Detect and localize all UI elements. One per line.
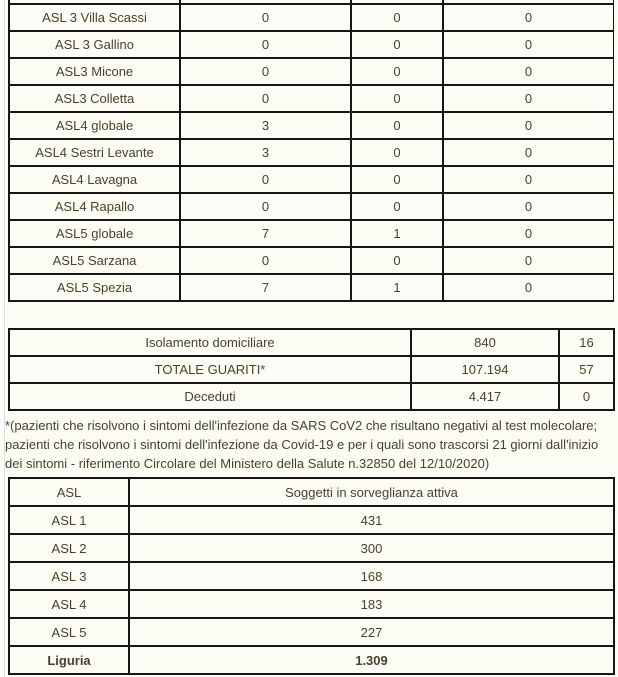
table-row — [9, 166, 614, 193]
value-cell: 0 — [351, 139, 443, 166]
summary-label-cell: Deceduti — [9, 383, 411, 410]
value-cell: 1 — [351, 274, 443, 301]
summary-table — [8, 328, 615, 411]
value-cell: 0 — [351, 85, 443, 112]
asl-label-cell: ASL4 Sestri Levante — [9, 139, 180, 166]
value-cell: 0 — [443, 274, 614, 301]
region-label-cell: Liguria — [9, 646, 129, 674]
asl-label-cell: ASL5 Spezia — [9, 274, 180, 301]
table-row — [9, 383, 614, 410]
table-row — [9, 139, 614, 166]
value-cell: 0 — [180, 85, 351, 112]
value-cell: 0 — [443, 166, 614, 193]
table-row — [9, 506, 614, 534]
value-cell: 0 — [443, 139, 614, 166]
guariti-footnote: *(pazienti che risolvono i sintomi dell'infezione da SARS CoV2 che risultano negativi al test molecolare; pazienti che risolvono i sintomi dell'infezione da Covid-19 e per i quali sono trascorsi 21 giorni dall'inizio dei sintomi - riferimento Circolare del Ministero della Salute n.32850 del 12/10/2020) — [5, 418, 599, 471]
total-cell: 840 — [411, 329, 559, 356]
value-cell: 0 — [351, 112, 443, 139]
value-cell: 168 — [129, 562, 614, 590]
value-cell: 0 — [351, 31, 443, 58]
asl-label-cell: ASL4 globale — [9, 112, 180, 139]
asl-label-cell: ASL4 Rapallo — [9, 193, 180, 220]
table-row — [9, 31, 614, 58]
value-cell: 0 — [443, 193, 614, 220]
asl-label-cell: ASL 3 — [9, 562, 129, 590]
summary-label-cell: Isolamento domiciliare — [9, 329, 411, 356]
delta-cell: 16 — [559, 329, 614, 356]
asl-label-cell: ASL 2 — [9, 534, 129, 562]
value-cell: 300 — [129, 534, 614, 562]
asl-label-cell: ASL5 Sarzana — [9, 247, 180, 274]
asl-label-cell: ASL4 Lavagna — [9, 166, 180, 193]
asl-label-cell: ASL 3 Gallino — [9, 31, 180, 58]
value-cell: 0 — [180, 193, 351, 220]
table-row — [9, 85, 614, 112]
value-cell: 0 — [180, 58, 351, 85]
total-cell: 4.417 — [411, 383, 559, 410]
asl-label-cell: ASL3 Micone — [9, 58, 180, 85]
table-row — [9, 356, 614, 383]
value-cell: 0 — [351, 247, 443, 274]
value-cell: 227 — [129, 618, 614, 646]
region-total-cell: 1.309 — [129, 646, 614, 674]
column-header-subjects: Soggetti in sorveglianza attiva — [129, 478, 614, 506]
value-cell: 0 — [180, 4, 351, 31]
surveillance-table — [8, 477, 615, 675]
value-cell: 0 — [443, 112, 614, 139]
table-row — [9, 4, 614, 31]
table-total-row — [9, 646, 614, 674]
asl-label-cell: ASL3 Colletta — [9, 85, 180, 112]
table-header-row — [9, 478, 614, 506]
asl-detail-table — [8, 0, 614, 302]
table-row — [9, 534, 614, 562]
table-row — [9, 112, 614, 139]
asl-detail-table-clip — [8, 0, 614, 302]
value-cell: 3 — [180, 112, 351, 139]
value-cell: 0 — [180, 31, 351, 58]
asl-label-cell: ASL 5 — [9, 618, 129, 646]
value-cell: 0 — [443, 220, 614, 247]
column-header-asl: ASL — [9, 478, 129, 506]
value-cell: 183 — [129, 590, 614, 618]
value-cell: 0 — [443, 4, 614, 31]
table-row — [9, 193, 614, 220]
value-cell: 7 — [180, 274, 351, 301]
value-cell: 1 — [351, 220, 443, 247]
value-cell: 3 — [180, 139, 351, 166]
delta-cell: 0 — [559, 383, 614, 410]
asl-label-cell: ASL 4 — [9, 590, 129, 618]
table-row — [9, 220, 614, 247]
table-row — [9, 618, 614, 646]
delta-cell: 57 — [559, 356, 614, 383]
value-cell: 0 — [443, 247, 614, 274]
value-cell: 0 — [443, 85, 614, 112]
table-row — [9, 562, 614, 590]
table-row — [9, 58, 614, 85]
value-cell: 0 — [351, 166, 443, 193]
asl-label-cell: ASL 3 Villa Scassi — [9, 4, 180, 31]
asl-label-cell: ASL5 globale — [9, 220, 180, 247]
table-row — [9, 329, 614, 356]
value-cell: 431 — [129, 506, 614, 534]
value-cell: 0 — [443, 58, 614, 85]
report-page — [5, 0, 614, 675]
page-edge-strip — [0, 0, 5, 677]
table-row — [9, 274, 614, 301]
asl-label-cell: ASL 1 — [9, 506, 129, 534]
total-cell: 107.194 — [411, 356, 559, 383]
table-row — [9, 247, 614, 274]
value-cell: 0 — [351, 4, 443, 31]
value-cell: 0 — [180, 166, 351, 193]
value-cell: 0 — [351, 193, 443, 220]
table-row — [9, 590, 614, 618]
value-cell: 7 — [180, 220, 351, 247]
value-cell: 0 — [351, 58, 443, 85]
value-cell: 0 — [180, 247, 351, 274]
value-cell: 0 — [443, 31, 614, 58]
summary-label-cell: TOTALE GUARITI* — [9, 356, 411, 383]
